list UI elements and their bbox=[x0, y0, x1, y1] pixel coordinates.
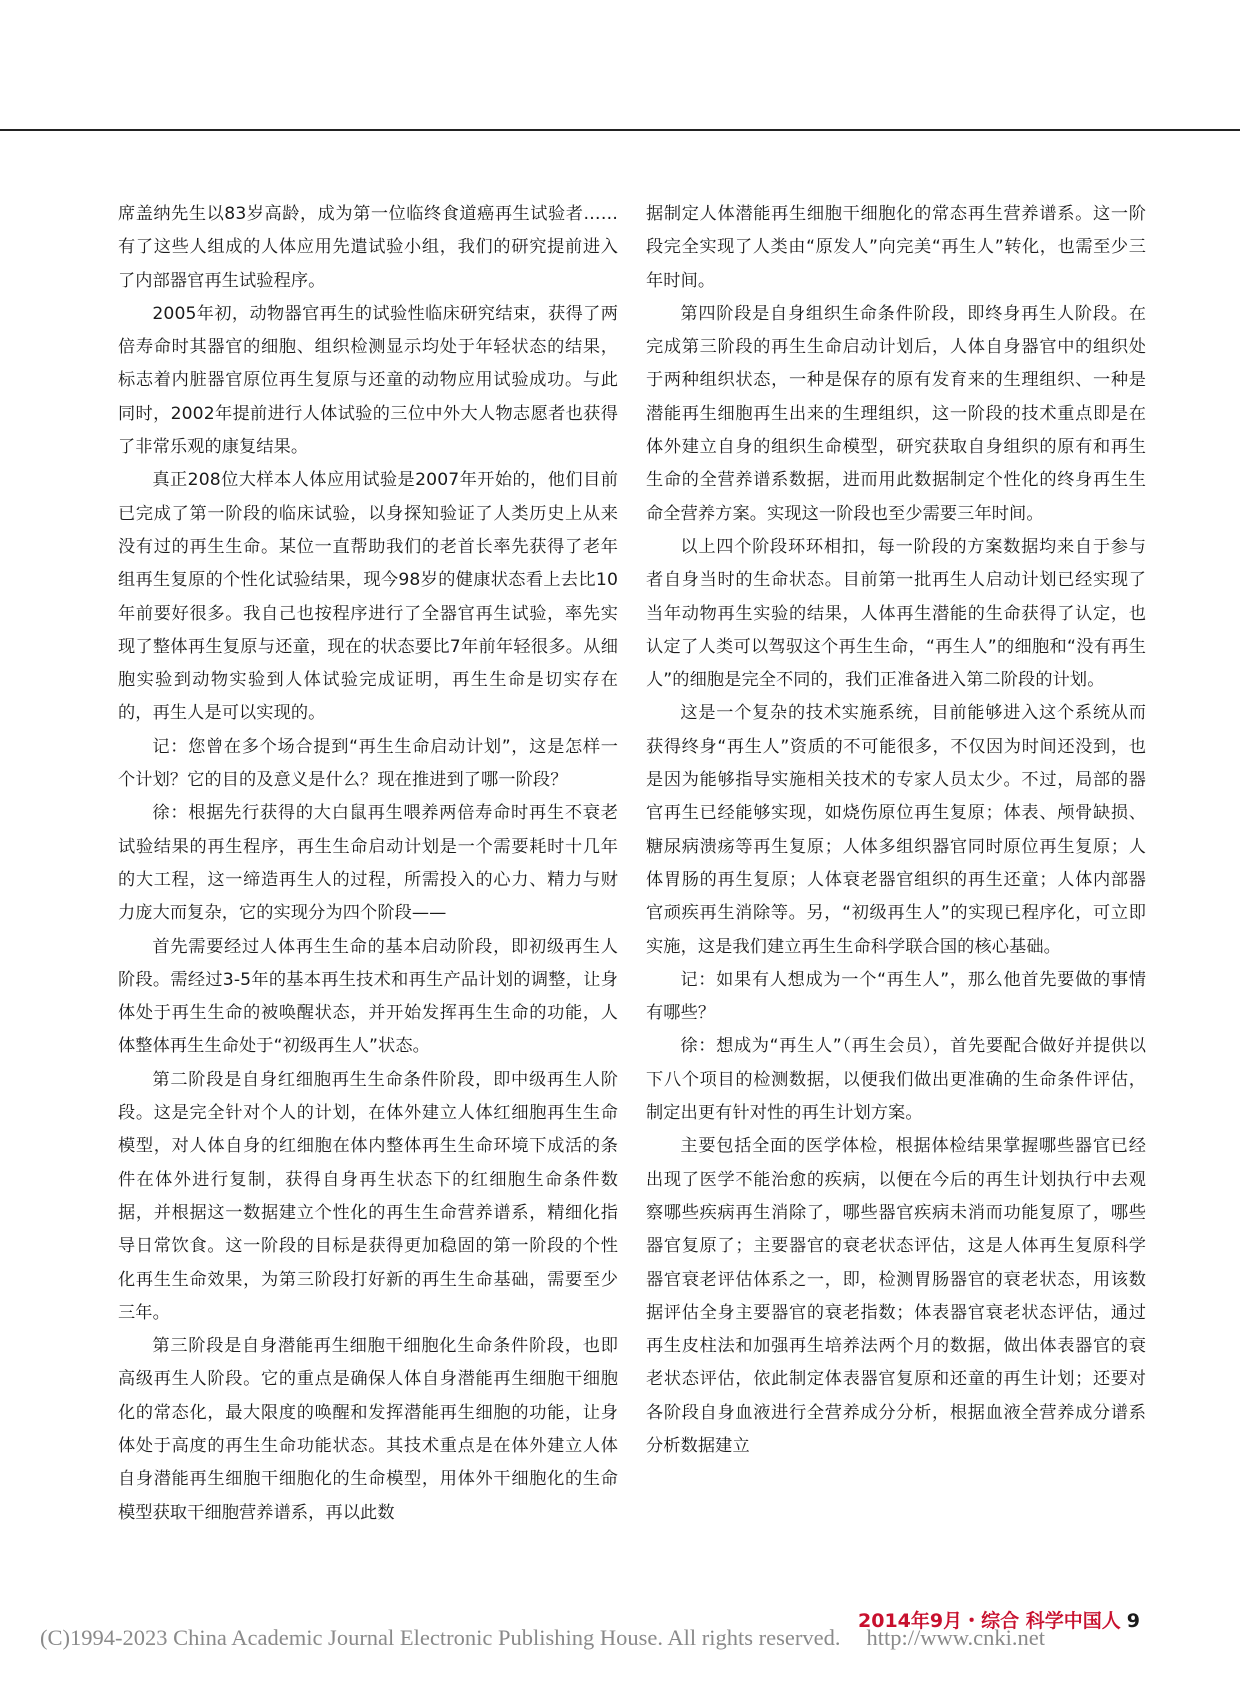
paragraph: 以上四个阶段环环相扣，每一阶段的方案数据均来自于参与者自身当时的生命状态。目前第一批再生人启动计划已经实现了当年动物再生实验的结果，人体再生潜能的生命获得了认定，也认定了人类可以驾驭这个再生生命，“再生人”的细胞和“没有再生人”的细胞是完全不同的，我们正准备进入第二阶段的计划。 bbox=[646, 536, 1146, 691]
paragraph: 记：如果有人想成为一个“再生人”，那么他首先要做的事情有哪些？ bbox=[646, 969, 1146, 1024]
page-number: 9 bbox=[1126, 1610, 1140, 1632]
right-column bbox=[646, 198, 1146, 1463]
paragraph: 记：您曾在多个场合提到“再生生命启动计划”，这是怎样一个计划？它的目的及意义是什么？现在推进到了哪一阶段？ bbox=[118, 736, 618, 791]
paragraph: 席盖纳先生以83岁高龄，成为第一位临终食道癌再生试验者……有了这些人组成的人体应用先遣试验小组，我们的研究提前进入了内部器官再生试验程序。 bbox=[118, 204, 618, 291]
paragraph: 据制定人体潜能再生细胞干细胞化的常态再生营养谱系。这一阶段完全实现了人类由“原发人”向完美“再生人”转化，也需至少三年时间。 bbox=[646, 204, 1146, 291]
paragraph: 徐：根据先行获得的大白鼠再生喂养两倍寿命时再生不衰老试验结果的再生程序，再生生命启动计划是一个需要耗时十几年的大工程，这一缔造再生人的过程，所需投入的心力、精力与财力庞大而复杂，它的实现分为四个阶段—— bbox=[118, 803, 618, 924]
copyright-notice bbox=[40, 1625, 1045, 1651]
copyright-text: (C)1994-2023 China Academic Journal Electronic Publishing House. All rights reserved. bbox=[40, 1625, 841, 1650]
issue-label: 2014年9月・综合 科学中国人 bbox=[858, 1610, 1121, 1632]
cnki-link[interactable]: http://www.cnki.net bbox=[866, 1625, 1046, 1650]
paragraph: 主要包括全面的医学体检，根据体检结果掌握哪些器官已经出现了医学不能治愈的疾病，以便在今后的再生计划执行中去观察哪些疾病再生消除了，哪些器官疾病未消而功能复原了，哪些器官复原了；主要器官的衰老状态评估，这是人体再生复原科学器官衰老评估体系之一，即，检测胃肠器官的衰老状态，用该数据评估全身主要器官的衰老指数；体表器官衰老状态评估，通过再生皮柱法和加强再生培养法两个月的数据，做出体表器官的衰老状态评估，依此制定体表器官复原和还童的再生计划；还要对各阶段自身血液进行全营养成分分析，根据血液全营养成分谱系分析数据建立 bbox=[646, 1136, 1146, 1456]
paragraph: 2005年初，动物器官再生的试验性临床研究结束，获得了两倍寿命时其器官的细胞、组织检测显示均处于年轻状态的结果，标志着内脏器官原位再生复原与还童的动物应用试验成功。与此同时，2002年提前进行人体试验的三位中外大人物志愿者也获得了非常乐观的康复结果。 bbox=[118, 303, 618, 458]
paragraph: 第三阶段是自身潜能再生细胞干细胞化生命条件阶段，也即高级再生人阶段。它的重点是确保人体自身潜能再生细胞干细胞化的常态化，最大限度的唤醒和发挥潜能再生细胞的功能，让身体处于高度的再生生命功能状态。其技术重点是在体外建立人体自身潜能再生细胞干细胞化的生命模型，用体外干细胞化的生命模型获取干细胞营养谱系，再以此数 bbox=[118, 1336, 618, 1523]
left-column bbox=[118, 198, 618, 1530]
paragraph: 第二阶段是自身红细胞再生生命条件阶段，即中级再生人阶段。这是完全针对个人的计划，在体外建立人体红细胞再生生命模型，对人体自身的红细胞在体内整体再生生命环境下成活的条件在体外进行复制，获得自身再生状态下的红细胞生命条件数据，并根据这一数据建立个性化的再生生命营养谱系，精细化指导日常饮食。这一阶段的目标是获得更加稳固的第一阶段的个性化再生生命效果，为第三阶段打好新的再生生命基础，需要至少三年。 bbox=[118, 1069, 618, 1323]
paragraph: 第四阶段是自身组织生命条件阶段，即终身再生人阶段。在完成第三阶段的再生生命启动计划后，人体自身器官中的组织处于两种组织状态，一种是保存的原有发育来的生理组织、一种是潜能再生细胞再生出来的生理组织，这一阶段的技术重点即是在体外建立自身的组织生命模型，研究获取自身组织的原有和再生生命的全营养谱系数据，进而用此数据制定个性化的终身再生生命全营养方案。实现这一阶段也至少需要三年时间。 bbox=[646, 303, 1146, 524]
paragraph: 这是一个复杂的技术实施系统，目前能够进入这个系统从而获得终身“再生人”资质的不可能很多，不仅因为时间还没到，也是因为能够指导实施相关技术的专家人员太少。不过，局部的器官再生已经能够实现，如烧伤原位再生复原；体表、颅骨缺损、糖尿病溃疡等再生复原；人体多组织器官同时原位再生复原；人体胃肠的再生复原；人体衰老器官组织的再生还童；人体内部器官顽疾再生消除等。另，“初级再生人”的实现已程序化，可立即实施，这是我们建立再生生命科学联合国的核心基础。 bbox=[646, 703, 1146, 957]
paragraph: 真正208位大样本人体应用试验是2007年开始的，他们目前已完成了第一阶段的临床试验，以身探知验证了人类历史上从来没有过的再生生命。某位一直帮助我们的老首长率先获得了老年组再生复原的个性化试验结果，现今98岁的健康状态看上去比10年前要好很多。我自己也按程序进行了全器官再生试验，率先实现了整体再生复原与还童，现在的状态要比7年前年轻很多。从细胞实验到动物实验到人体试验完成证明，再生生命是切实存在的，再生人是可以实现的。 bbox=[118, 470, 618, 724]
paragraph: 徐：想成为“再生人”（再生会员），首先要配合做好并提供以下八个项目的检测数据，以便我们做出更准确的生命条件评估，制定出更有针对性的再生计划方案。 bbox=[646, 1036, 1146, 1124]
header-rule bbox=[0, 129, 1240, 131]
paragraph: 首先需要经过人体再生生命的基本启动阶段，即初级再生人阶段。需经过3-5年的基本再生技术和再生产品计划的调整，让身体处于再生生命的被唤醒状态，并开始发挥再生生命的功能，人体整体再生生命处于“初级再生人”状态。 bbox=[118, 936, 618, 1057]
